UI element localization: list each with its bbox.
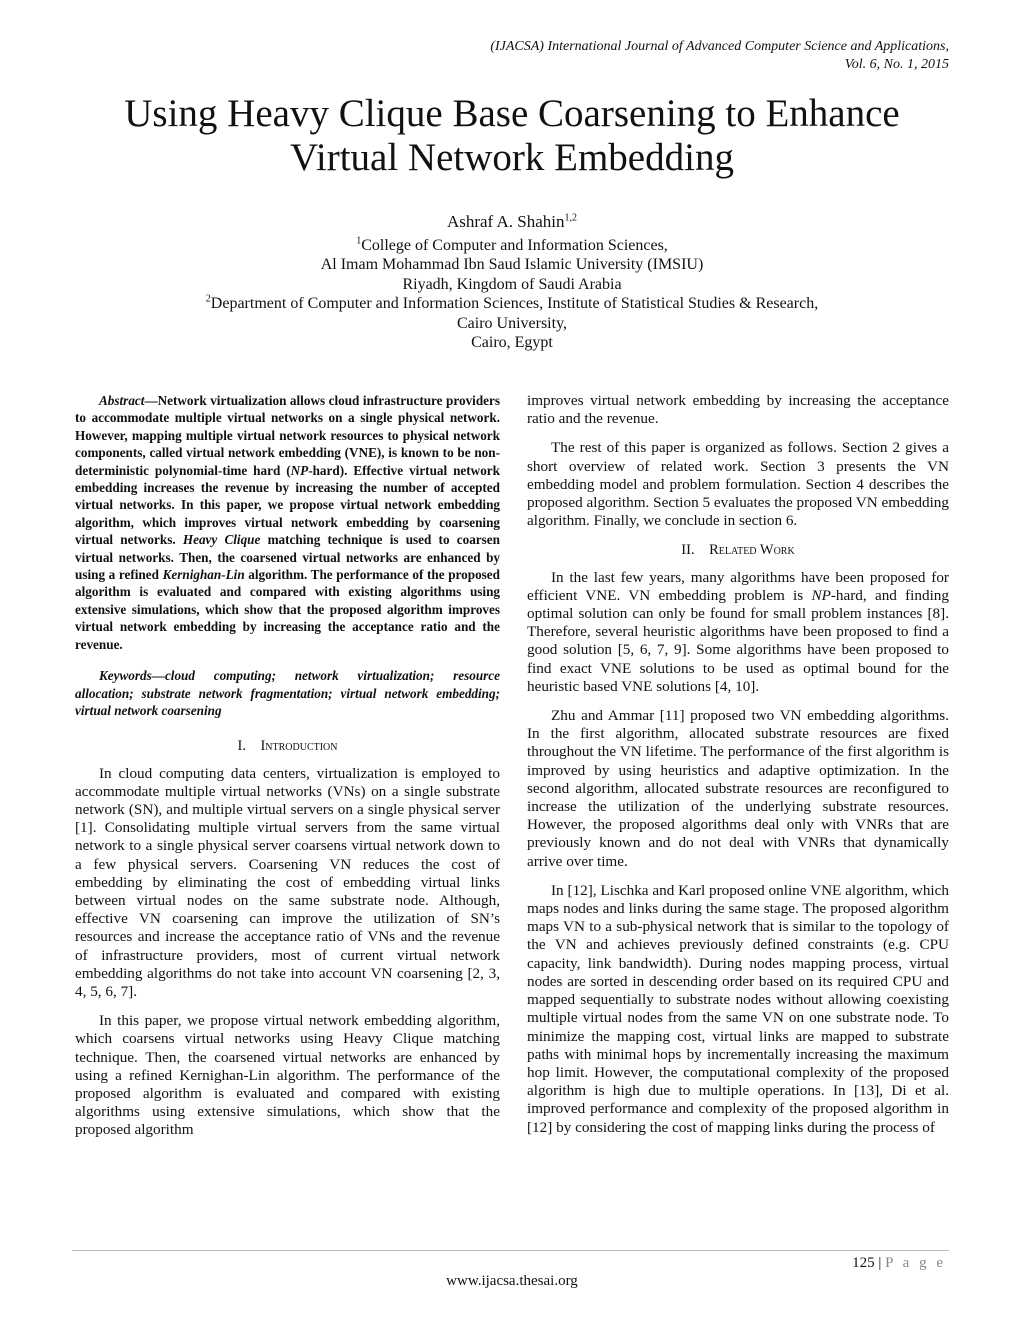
intro-paragraph-3: The rest of this paper is organized as follows. Section 2 gives a short overview of related work. Section 3 presents the VN embedding model and problem formulation. Section 4 describes the proposed algorithm. Section 5 evaluates the proposed VN embedding algorithm. Finally, we conclude in section 6. (527, 439, 949, 530)
affiliation-2-line-1: $^2$Department of Computer and Information Sciences, Institute of Statistical Studies & Research, (205, 293, 819, 312)
affiliation-1-line-3: Riyadh, Kingdom of Saudi Arabia (402, 275, 622, 293)
related-paragraph-1: In the last few years, many algorithms have been proposed for efficient VNE. VN embedding problem is NP-hard, and finding optimal solution can only be found for small problem instances [8]. Therefore, several heuristic algorithms have been proposed to find a good solution [5, 6, 7, 9]. Some algorithms have been proposed to find exact VNE solutions to be used as optimal bound for the heuristic based VNE solutions [4, 10]. (527, 568, 949, 695)
related-paragraph-2: Zhu and Ammar [11] proposed two VN embedding algorithms. In the first algorithm, allocated substrate resources are fixed throughout the VN lifetime. The performance of the first algorithm is improved by using heuristics and adaptive optimization. In the second algorithm, allocated substrate resources are reconfigured to increase the utilization of the underlying substrate resources. However, the proposed algorithms deal only with VNRs that are previously known and do not deal with VNRs that dynamically arrive over time. (527, 707, 949, 870)
affiliation-1-line-1: $^1$College of Computer and Information Sciences, (356, 235, 668, 254)
left-column (75, 392, 500, 1151)
keywords: Keywords—cloud computing; network virtualization; resource allocation; substrate network fragmentation; virtual network embedding; virtual network coarsening (75, 668, 500, 718)
intro-paragraph-1: In cloud computing data centers, virtualization is employed to accommodate multiple virtual networks (VNs) on a single substrate network (SN), and multiple virtual servers on a single physical server [1]. Consolidating multiple virtual servers from the same virtual network to a single physical server coarsens virtual network down to a few physical servers. Coarsening VN reduces the cost of embedding by eliminating the cost of embedding virtual links between virtual nodes on the same substrate node. Although, effective VN coarsening can improve the utilization of SN’s resources and increase the acceptance ratio of VNs and the revenue of infrastructure providers, most of current virtual network embedding algorithms do not take into account VN coarsening [2, 3, 4, 5, 6, 7]. (75, 764, 500, 1000)
page-number: 125 | P a g e (852, 1255, 946, 1271)
section-heading-related-work: II. Related Work (681, 542, 795, 559)
author-sup: 1,2 (564, 212, 578, 224)
author-name: Ashraf A. Shahin (446, 212, 565, 231)
intro-paragraph-2-continued: improves virtual network embedding by increasing the acceptance ratio and the revenue. (527, 392, 949, 428)
title-line-2: Virtual Network Embedding (290, 136, 734, 179)
related-paragraph-3: In [12], Lischka and Karl proposed online VNE algorithm, which maps nodes and links during the same stage. The proposed algorithm maps VN to a sub-physical network that is similar to the topology of the VN and achieves previously defined constraints (e.g. CPU capacity, link bandwidth). During nodes mapping process, virtual nodes are sorted in descending order based on its required CPU and mapped sequentially to substrate nodes without allowing coexisting multiple virtual nodes from the same VN on one substrate node. To minimize the mapping cost, virtual links are mapped to substrate paths with minimal hops by incrementally increasing the maximum hop limit. However, the computational complexity of the proposed algorithm is high due to multiple operations. In [13], Di et al. improved performance and complexity of the proposed algorithm in [12] by considering the cost of mapping links during the process of (527, 881, 949, 1136)
intro-paragraph-2: In this paper, we propose virtual network embedding algorithm, which coarsens virtual networks using Heavy Clique matching technique. Then, the coarsened virtual networks are enhanced by using a refined Kernighan-Lin algorithm. The performance of the proposed algorithm is evaluated and compared with existing algorithms using extensive simulations, which show that the proposed algorithm (75, 1012, 500, 1139)
author-name-line (0, 212, 1024, 232)
abstract: Abstract—Network virtualization allows cloud infrastructure providers to accommodate multiple virtual networks on a single physical network. However, mapping multiple virtual network resources to physical network components, called virtual network embedding (VNE), is known to be non-deterministic polynomial-time hard (NP-hard). Effective virtual network embedding increases the revenue by increasing the number of accepted virtual networks. In this paper, we propose virtual network embedding algorithm, which improves virtual network embedding by coarsening virtual networks. Heavy Clique matching technique is used to coarsen virtual networks. Then, the coarsened virtual networks are enhanced by using a refined Kernighan-Lin algorithm. The performance of the proposed algorithm is evaluated and compared with existing algorithms using extensive simulations, which show that the proposed algorithm improves virtual network embedding by increasing the acceptance ratio and the revenue. (75, 393, 500, 652)
paper-title (60, 92, 964, 180)
affiliation-2-line-3: Cairo, Egypt (471, 334, 553, 351)
affiliation-1-line-2: Al Imam Mohammad Ibn Saud Islamic University (IMSIU) (320, 256, 704, 273)
journal-header (490, 38, 949, 74)
title-line-1: Using Heavy Clique Base Coarsening to Enhance (124, 92, 900, 135)
affiliation-2-line-2: Cairo University, (456, 314, 568, 332)
journal-volume: Vol. 6, No. 1, 2015 (844, 57, 949, 72)
footer-divider (72, 1250, 949, 1251)
author-block (0, 212, 1024, 353)
right-column (527, 392, 949, 1148)
footer-url: www.ijacsa.thesai.org (446, 1273, 578, 1289)
section-heading-introduction: I. Introduction (237, 738, 338, 755)
journal-name: (IJACSA) International Journal of Advanced Computer Science and Applications, (490, 39, 949, 54)
